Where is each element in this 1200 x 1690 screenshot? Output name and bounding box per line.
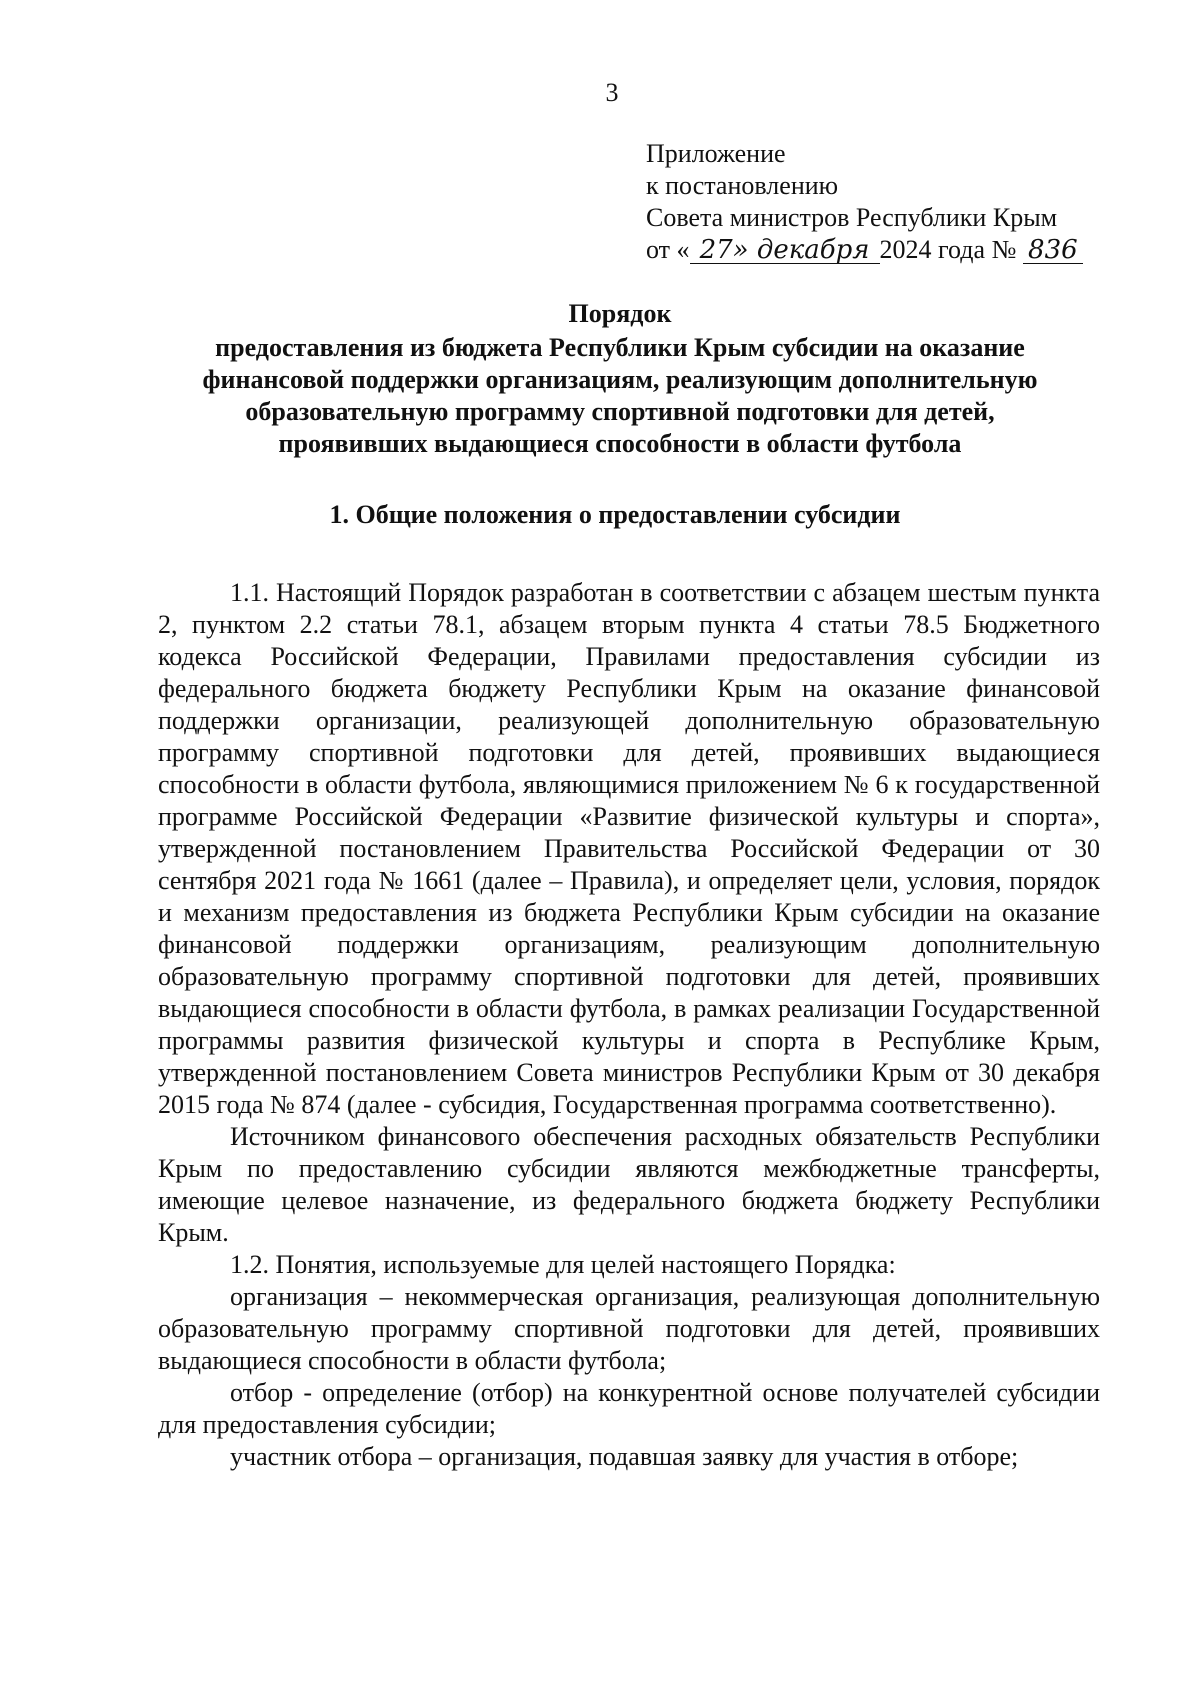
title-main: Порядок [568, 299, 672, 328]
date-prefix: от « [646, 235, 690, 264]
date-suffix: 2024 года № [879, 235, 1017, 264]
paragraph: организация – некоммерческая организация, реализующая дополнительную образовательную программу спортивной подготовки для детей, проявивших выдающиеся способности в области футбола; [158, 1282, 1100, 1375]
title-line: предоставления из бюджета Республики Крым субсидии на оказание [215, 333, 1025, 362]
paragraph: участник отбора – организация, подавшая заявку для участия в отборе; [230, 1442, 1019, 1471]
appendix-date-line [646, 234, 1083, 266]
handwritten-date: 27» декабря [690, 237, 880, 264]
appendix-line-2: к постановлению [646, 171, 839, 200]
document-title [150, 298, 1090, 460]
appendix-line-3: Совета министров Республики Крым [646, 203, 1058, 232]
body-text [158, 577, 1100, 1473]
section-heading: 1. Общие положения о предоставлении субсидии [329, 500, 901, 529]
paragraph: отбор - определение (отбор) на конкурентной основе получателей субсидии для предоставления субсидии; [158, 1378, 1100, 1439]
paragraph: 1.1. Настоящий Порядок разработан в соответствии с абзацем шестым пункта 2, пунктом 2.2 статьи 78.1, абзацем вторым пункта 4 статьи 78.5 Бюджетного кодекса Российской Федерации, Правилами предоставления субсидии из федерального бюджета бюджету Республики Крым на оказание финансовой поддержки организации, реализующей дополнительную образовательную программу спортивной подготовки для детей, проявивших выдающиеся способности в области футбола, являющимися приложением № 6 к государственной программе Российской Федерации «Развитие физической культуры и спорта», утвержденной постановлением Правительства Российской Федерации от 30 сентября 2021 года № 1661 (далее – Правила), и определяет цели, условия, порядок и механизм предоставления из бюджета Республики Крым субсидии на оказание финансовой поддержки организациям, реализующим дополнительную образовательную программу спортивной подготовки для детей, проявивших выдающиеся способности в области футбола, в рамках реализации Государственной программы развития физической культуры и спорта в Республике Крым, утвержденной постановлением Совета министров Республики Крым от 30 декабря 2015 года № 874 (далее - субсидия, Государственная программа соответственно). [158, 578, 1100, 1119]
title-line: образовательную программу спортивной подготовки для детей, [245, 397, 995, 426]
title-line: проявивших выдающиеся способности в области футбола [278, 429, 962, 458]
appendix-block [646, 138, 1083, 266]
paragraph: Источником финансового обеспечения расходных обязательств Республики Крым по предоставлению субсидии являются межбюджетные трансферты, имеющие целевое назначение, из федерального бюджета бюджету Республики Крым. [158, 1122, 1100, 1247]
appendix-line-1: Приложение [646, 139, 786, 168]
page-number: 3 [605, 78, 619, 107]
title-line: финансовой поддержки организациям, реализующим дополнительную [202, 365, 1038, 394]
paragraph: 1.2. Понятия, используемые для целей настоящего Порядка: [230, 1250, 896, 1279]
handwritten-number: 836 [1023, 237, 1083, 264]
